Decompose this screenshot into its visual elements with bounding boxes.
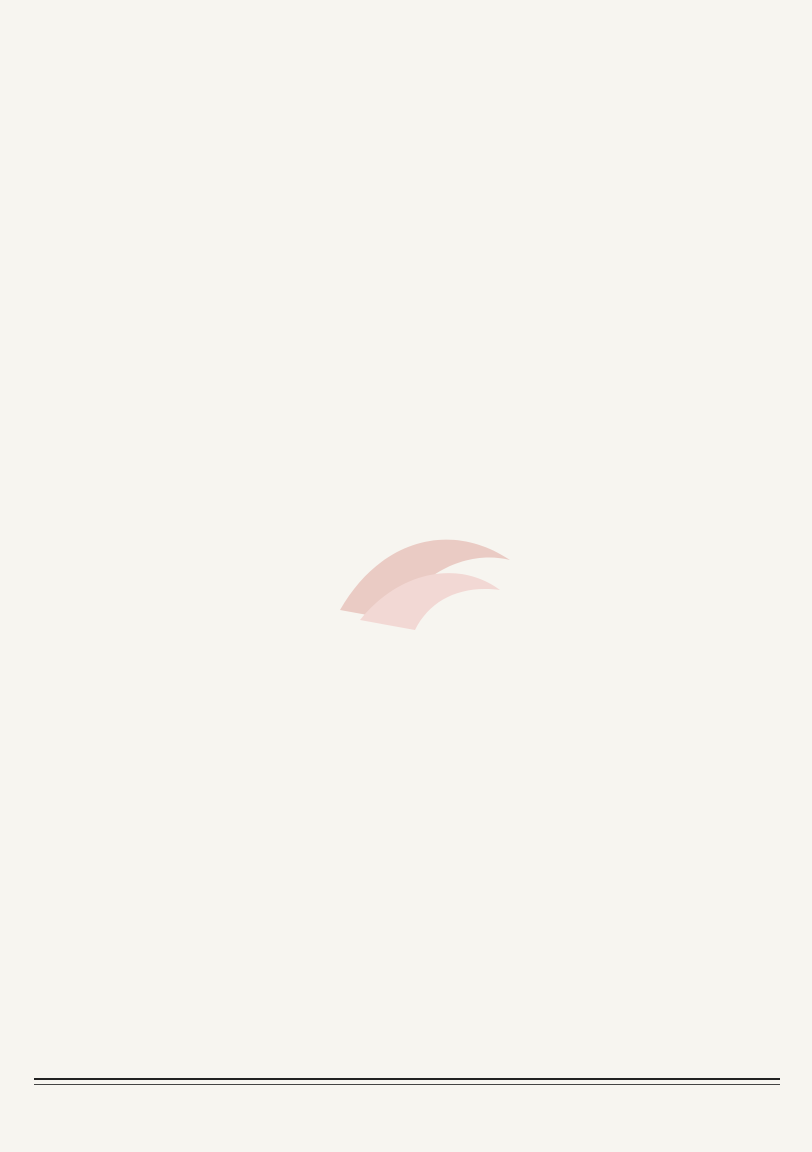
ornamental-border — [38, 80, 780, 102]
footer-rule — [34, 1078, 780, 1080]
watermark-logo-icon — [300, 500, 550, 660]
footer-rule-thin — [34, 1084, 780, 1085]
body-text — [62, 138, 752, 164]
